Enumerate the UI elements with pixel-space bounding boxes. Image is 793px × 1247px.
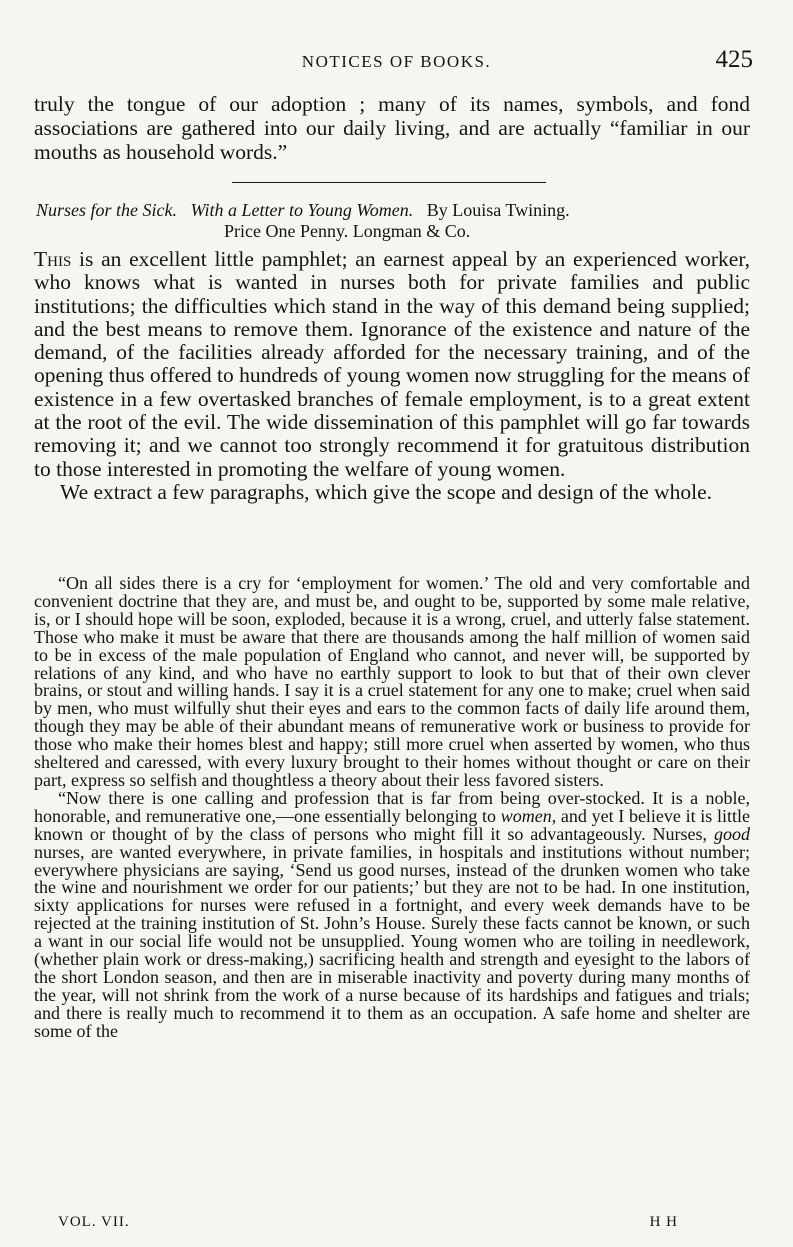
quote-paragraph-2 — [34, 787, 750, 1041]
volume-marker: VOL. VII. — [58, 1214, 130, 1230]
book-citation — [34, 200, 750, 242]
lead-paragraph: truly the tongue of our adoption ; many of its names, symbols, and fond associations are gathered into our daily living, and are actually “familiar in our mouths as household words.” — [34, 92, 750, 164]
quoted-extract — [34, 575, 750, 1041]
quote-p2-emphasis-2: good — [714, 823, 750, 844]
review-text — [34, 248, 750, 504]
price-publisher: Price One Penny. Longman & Co. — [224, 221, 471, 241]
quote-p2-part-2: , and yet I believe it is little known or thought of by the class of persons who might fill it so advantageously. Nurses, — [34, 805, 750, 844]
quote-p2-part-1: “Now there is one calling and profession that is far from being over-stocked. It is a noble, honorable, and remunerative one,—one essentially belonging to — [34, 787, 750, 826]
book-title: Nurses for the Sick. — [36, 200, 177, 220]
signature-mark: H H — [649, 1214, 678, 1230]
book-subtitle: With a Letter to Young Women. — [190, 200, 414, 220]
quote-p2-emphasis-1: women — [500, 805, 552, 826]
review-opening-word: This — [34, 247, 72, 271]
review-paragraph-2: We extract a few paragraphs, which give the scope and design of the whole. — [60, 479, 712, 504]
review-paragraph-1-text: is an excellent little pamphlet; an earnest appeal by an experienced worker, who knows what is wanted in nurses both for private families and public institutions; the difficulties which stand in the way of this demand being supplied; and the best means to remove them. Ignorance of the existence and nature of the demand, of the facilities already afforded for the necessary training, and of the opening thus offered to hundreds of young women now struggling for the means of existence in a few overtasked branches of female employment, is to a great extent at the root of the evil. The wide dissemination of this pamphlet will go far towards removing it; and we cannot too strongly recommend it for gratuitous distribution to those interested in promoting the welfare of young women. — [34, 247, 750, 481]
quote-p2-part-3: nurses, are wanted everywhere, in private families, in hospitals and institutions without number; everywhere physicians are saying, ‘Send us good nurses, instead of the drunken women who take the wine and nourishment we order for our patients;’ but they are not to be had. In one institution, sixty applications for nurses were refused in a fortnight, and every week demands have to be rejected at the training institution of St. John’s House. Surely these facts cannot be known, or such a want in our social life would not be unsupplied. Young women who are toiling in needlework, (whether plain work or dress-making,) sacrificing health and strength and eyesight to the labors of the short London season, and then are in miserable inactivity and poverty during many months of the year, will not shrink from the work of a nurse because of its hardships and fatigues and trials; and there is really much to recommend it to them as an occupation. A safe home and shelter are some of the — [34, 841, 750, 1041]
section-divider — [232, 182, 546, 183]
review-paragraph-1 — [34, 248, 750, 481]
page-header — [0, 46, 793, 76]
citation-line-1 — [34, 200, 750, 221]
book-author: By Louisa Twining. — [426, 200, 570, 220]
continued-paragraph — [34, 92, 750, 164]
page-number: 425 — [715, 46, 753, 73]
running-head: NOTICES OF BOOKS. — [301, 52, 492, 71]
page-footer — [58, 1214, 678, 1234]
quote-paragraph-1: “On all sides there is a cry for ‘employment for women.’ The old and very comfortable and convenient doctrine that they are, and must be, and ought to be, supported by some male relative, is, or I should hope will be soon, exploded, because it is a wrong, cruel, and utterly false statement. Those who make it must be aware that there are thousands among the half million of women said to be in excess of the male population of England who cannot, and never will, be supported by relations of any kind, and who have no earthly support to look to but that of their own clever brains, or stout and willing hands. I say it is a cruel statement for any one to make; cruel when said by men, who must wilfully shut their eyes and ears to the common facts of daily life around them, though they may be able of their abundant means of remunerative work or business to provide for those who make their homes blest and happy; still more cruel when asserted by women, who thus sheltered and caressed, with every luxury brought to their homes without thought or care on their part, express so selfish and thoughtless a theory about their less favored sisters. — [34, 573, 750, 790]
